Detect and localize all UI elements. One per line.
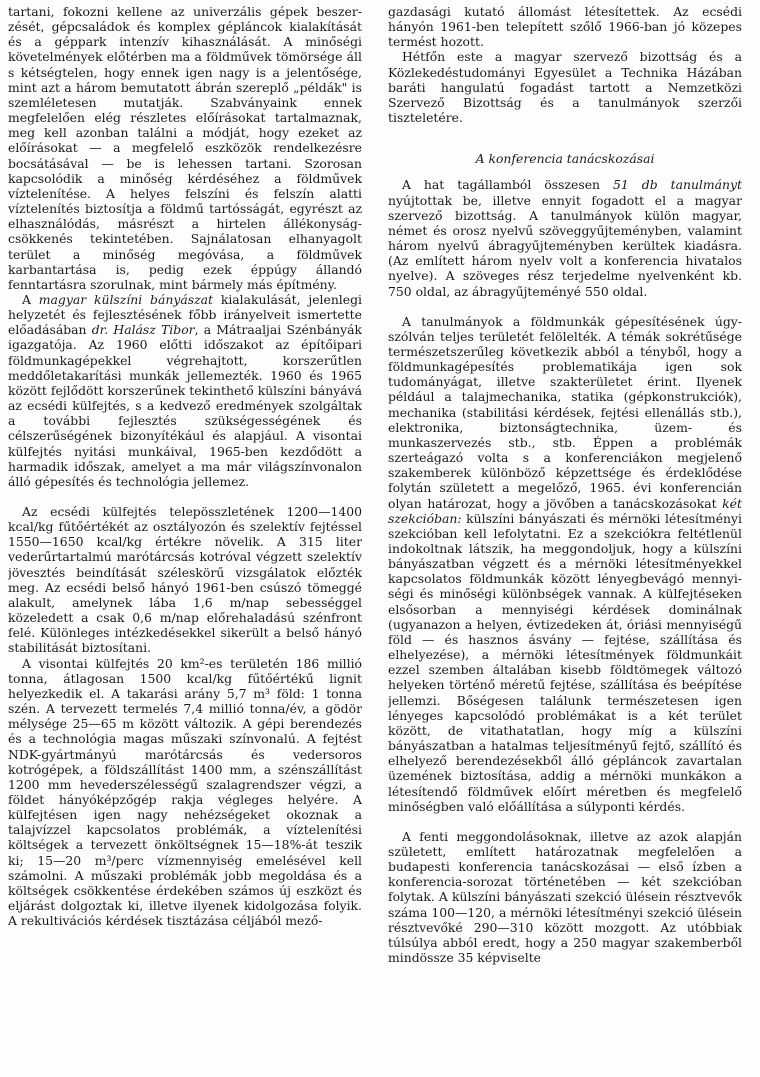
text-run: , a Mátraaljai Szénbányák igazgatója. Az 1960 előtti időszakot az építőipari földmunkagépekkel végrehajtott, korszerűtlen meddőletakarítási munkák jellemezték. 1960 és 1965 között fejlődött korszerűnek tekinthető külszíni bányává az ecsédi külfejtés, s a kedvező eredmények szolgáltak a további fejlesztés szükségességének és célszerűségének bizonyítékául és alapjául. A visontai külfejtés nyitási munkáival, 1965-ben kezdődött a harmadik időszak, amelyet a ma már világszínvonalon álló gépesítés és technológia jellemez. [8,322,362,489]
paragraph: A fenti meggondolásoknak, illetve az azok alapján született, említett határozatnak megfelelően a budapesti konferencia tanácskozásai — első ízben a konferencia-sorozat történetében — két szekcióban folytak. A külszíni bányászati szekció ülésein résztvevők száma 100—120, a mérnöki létesítményi szekció ülésein résztvevőké 290—310 között mozgott. Az utóbbiak túlsúlya abból eredt, hogy a 250 magyar szakemberből mindössze 35 képviselte [388,828,742,966]
paragraph: gazdasági kutató állomást létesítettek. Az ecsédi hányón 1961-ben telepített szőlő 1966-ban jó közepes termést hozott. [388,4,742,50]
right-column [388,4,742,1077]
paragraph: Hétfőn este a magyar szervező bizottság és a Közlekedéstudományi Egyesület a Technika Házában baráti hangulatú fogadást tartott a Nemzetközi Szervező Bizottság és a tanulmányok szerzői tiszteletére. [388,49,742,126]
italic-term: magyar külszíni bányászat [38,291,213,307]
text-run: A [22,291,39,307]
italic-term: két szekcióban: [388,495,742,526]
text-run: A hat tagállamból összesen [402,177,614,193]
section-heading: A konferencia tanácskozásai [475,151,655,167]
paragraph [8,292,362,489]
text-run: nyújtottak be, illetve ennyit fogadott el a magyar szervező bizottság. A tanulmányok külön magyar, német és orosz nyelvű szöveggyűjteményben, valamint három nyelvű ábragyűjteményben kerültek kiadásra. (Az említett három nyelv volt a konferencia hivatalos nyelve). A szöveges rész terjedelme nyelvenként kb. 750 oldal, az ábragyűjteményé 550 oldal. [388,192,742,299]
left-column [8,4,362,1077]
paragraph [388,314,742,814]
text-run: A tanulmányok a földmunkák gépesítésének úgyszólván teljes területét felölelték. A témák sokrétűsége természetszerűleg következik abból a tényből, hogy a földmunkagépesítés problematikája igen sok tudományágat, illetve szakterületet érint. Ilyenek például a talajmechanika, statika (gépkonstrukciók), mechanika (stabilitási kérdések, fejtési ellenállás stb.), elektronika, biztonságtechnika, üzem- és munkaszervezés stb., stb. Éppen a problémák szerteágazó volta s a konferenciákon megjelenő szakemberek különböző képzettsége és érdeklődése folytán született a megelőző, 1965. évi konferencián olyan határozat, hogy a jövőben a tanácskozásokat [388,313,742,511]
italic-term: 51 db tanulmányt [613,177,742,193]
paragraph: A visontai külfejtés 20 km²-es területén 186 millió tonna, átlagosan 1500 kcal/kg fűtőértékű lignit helyezkedik el. A takarási arány 5,7 m³ föld: 1 tonna szén. A tervezett termelés 7,4 millió tonna/év, a gödör mélysége 25—65 m között változik. A gépi berendezés és a technológia magas műszaki színvonalú. A fejtést NDK-gyártmányú marótárcsás és vedersoros kotrógépek, a földszállítást 1400 mm, a szénszállítást 1200 mm hevederszélességű szalagrendszer végzi, a földet hányóképzőgép rakja végleges helyére. A külfejtésen igen nagy nehézségeket okoznak a talajvízzel kapcsolatos problémák, a víztelenítési költségek a tervezett önköltségnek 15—18%-át teszik ki; 15—20 m³/perc vízmennyiség emelésével kell számolni. A műszaki problémák jobb megoldása és a költségek csökkentése érdekében számos új eszközt és eljárást dolgoztak ki, illetve ilyenek kidolgozása folyik. A rekultivációs kérdések tisztázása céljából mező- [8,655,362,929]
text-run: kialakulását, jelenlegi helyzetét és fejlesztésének főbb irányelveit ismertette előadásában [8,291,362,338]
paragraph [388,177,742,298]
text-run: külszíni bányászati és mérnöki létesítményi szekcióban kell lefolytatni. Ez a szekciókra feltétlenül indokoltnak látszik, ha meggondoljuk, hogy a külszíni bányászatban végzett és a mérnöki létesítményekkel kapcsolatos földmunkák között lényegbevágó mennyiségi és minőségi különbségek vannak. A külfejtéseken elsősorban a mennyiségi kérdések dominálnak (ugyanazon a helyen, évtizedeken át, óriási mennyiségű föld — és hasznos ásvány — fejtése, szállítása és elhelyezése), a mérnöki létesítmények földmunkáit ezzel szemben általában kisebb földtömegek változó helyeken történő méretű fejtése, szállítása és beépítése jellemzi. Bőségesen találunk természetesen igen lényeges kapcsolódó problémákat is a két terület között, de vitathatatlan, hogy míg a külszíni bányászatban a hatalmas teljesítményű fejtő, szállító és elhelyező berendezésekből álló gépláncok zavartalan üzemének biztosítása, addig a mérnöki munkákon a létesítendő földművek előírt méretben és megfelelő minőségben való előállítása a súlyponti kérdés. [388,510,742,814]
author-name: dr. Halász Tibor [91,322,195,338]
paragraph: tartani, fokozni kellene az univerzális gépek beszerzését, gépcsaládok és komplex gépláncok kialakítását és a géppark intenzív kihasználását. A minőségi követelmények előtérben ma a földművek tömörsége áll s kétségtelen, hogy ennek igen nagy is a jelentősége, mint azt a három bemutatott ábrán szereplő „példák" is szemléletesen mutatják. Szabványaink ennek megfelelően elég részletes előírásokat tartalmaznak, meg kell azonban találni a módját, hogy ezeket az előírásokat — a megfelelő eszközök rendelkezésre bocsátásával — be is lehessen tartani. Szorosan kapcsolódik a minőség kérdéséhez a földművek víztelenítése. A helyes felszíni és felszín alatti víztelenítés biztosítja a földmű tartósságát, egyrészt az elhasználódás, másrészt a hirtelen állékonyság-csökkenés tekintetében. Sajnálatosan elhanyagolt terület a minőség megóvása, a földművek karbantartása is, pedig ezek éppúgy állandó fenntartásra szorulnak, mint bármely más építmény. [8,4,362,292]
paragraph: Az ecsédi külfejtés telepösszletének 1200—1400 kcal/kg fűtőértékét az osztályozón és szelektív fejtéssel 1550—1650 kcal/kg értékre növelik. A 315 liter vederűrtartalmú marótárcsás kotróval végzett szelektív jövesztés beindítását széleskörű vizsgálatok előzték meg. Az ecsédi belső hányó 1961-ben csúszó tömeggé alakult, amelynek lába 1,6 m/nap sebességgel közeledett a csak 0,6 m/nap előrehaladású szénfront felé. Különleges intézkedésekkel sikerült a belső hányó stabilitását biztosítani. [8,504,362,656]
